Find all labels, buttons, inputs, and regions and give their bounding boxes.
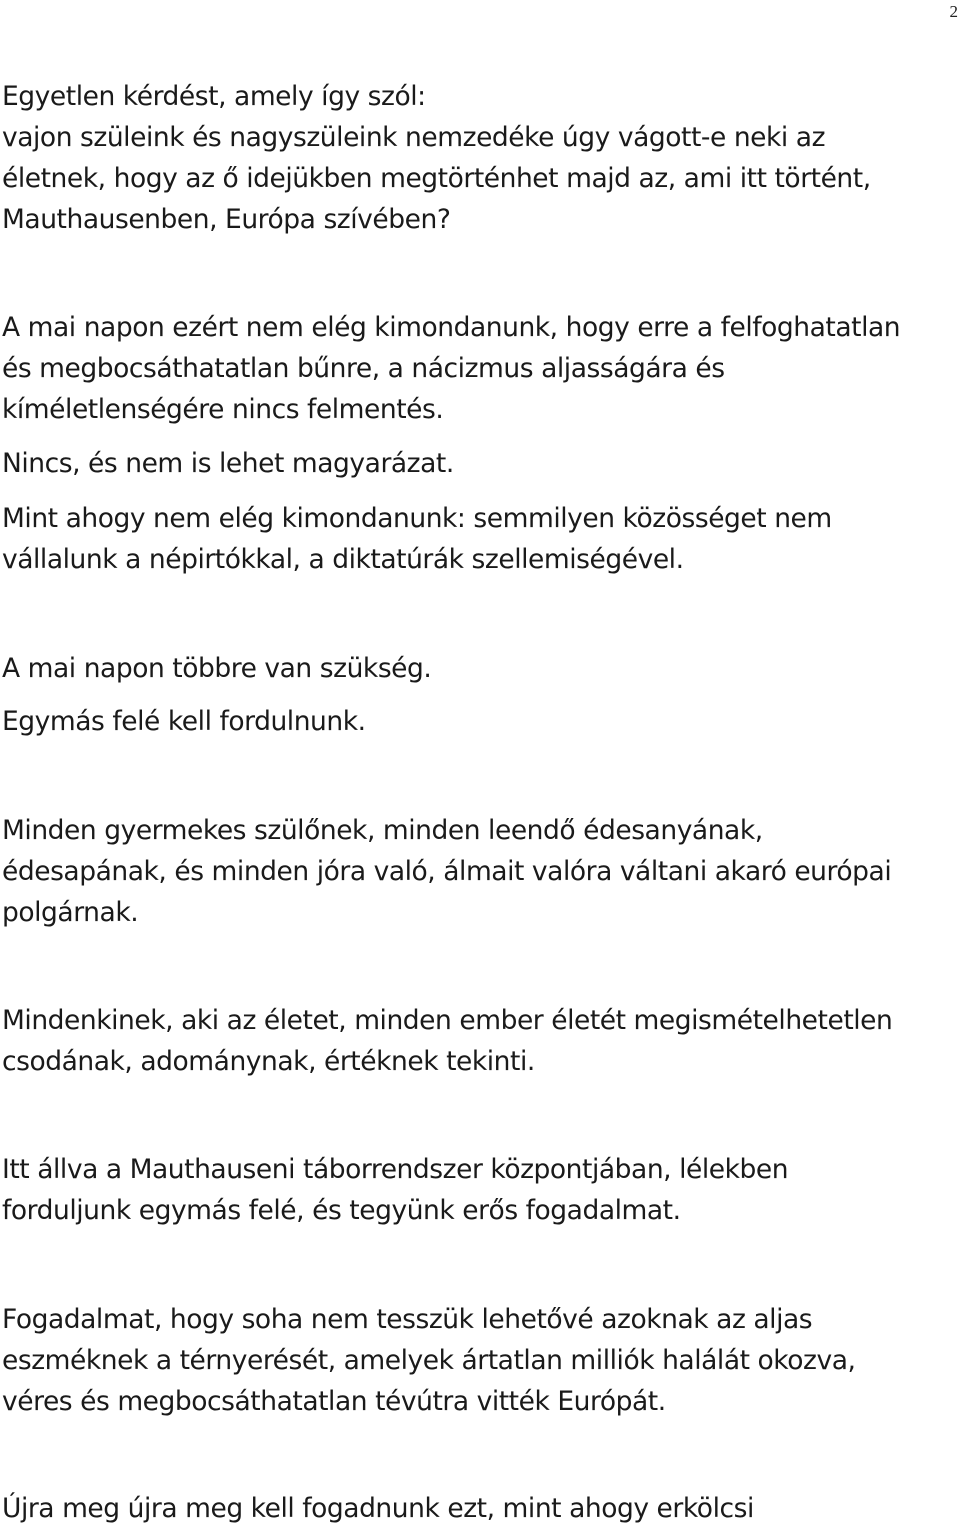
text-line: Mindenkinek, aki az életet, minden ember életét megismételhetetlen [2,1005,893,1036]
paragraph-again-and-again [2,1488,754,1529]
text-line: Egymás felé kell fordulnunk. [2,706,366,737]
text-line: Mint ahogy nem elég kimondanunk: semmilyen közösséget nem [2,503,832,534]
text-line: Minden gyermekes szülőnek, minden leendő édesanyának, [2,815,763,846]
paragraph-intro-question [2,76,871,240]
paragraph-every-parent [2,810,891,933]
text-line: véres és megbocsáthatatlan tévútra vitték Európát. [2,1386,666,1417]
page-number: 2 [949,2,958,21]
paragraph-more-needed [2,648,431,689]
paragraph-turn-to-each-other [2,701,366,742]
text-line: eszméknek a térnyerését, amelyek ártatlan milliók halálát okozva, [2,1345,856,1376]
text-line: A mai napon ezért nem elég kimondanunk, hogy erre a felfoghatatlan [2,312,901,343]
text-line: Nincs, és nem is lehet magyarázat. [2,448,454,479]
paragraph-no-explanation [2,443,454,484]
text-line: Mauthausenben, Európa szívében? [2,204,451,235]
paragraph-everyone [2,1000,892,1082]
paragraph-standing-here [2,1149,788,1231]
paragraph-vow [2,1299,855,1422]
text-line: életnek, hogy az ő idejükben megtörténhet majd az, ami itt történt, [2,163,871,194]
text-line: kíméletlenségére nincs felmentés. [2,394,444,425]
text-line: csodának, adománynak, értéknek tekinti. [2,1046,535,1077]
text-line: és megbocsáthatatlan bűnre, a nácizmus aljasságára és [2,353,725,384]
text-line: vállalunk a népirtókkal, a diktatúrák szellemiségével. [2,544,684,575]
text-line: A mai napon többre van szükség. [2,653,432,684]
text-line: Egyetlen kérdést, amely így szól: [2,81,426,112]
paragraph-no-community [2,498,832,580]
text-line: Fogadalmat, hogy soha nem tesszük lehetővé azoknak az aljas [2,1304,813,1335]
text-line: édesapának, és minden jóra való, álmait valóra váltani akaró európai [2,856,892,887]
text-line: forduljunk egymás felé, és tegyünk erős fogadalmat. [2,1195,681,1226]
text-line: Itt állva a Mauthauseni táborrendszer központjában, lélekben [2,1154,789,1185]
text-line: polgárnak. [2,897,139,928]
paragraph-not-enough [2,307,900,430]
text-line: Újra meg újra meg kell fogadnunk ezt, mint ahogy erkölcsi [2,1493,754,1524]
text-line: vajon szüleink és nagyszüleink nemzedéke úgy vágott-e neki az [2,122,826,153]
